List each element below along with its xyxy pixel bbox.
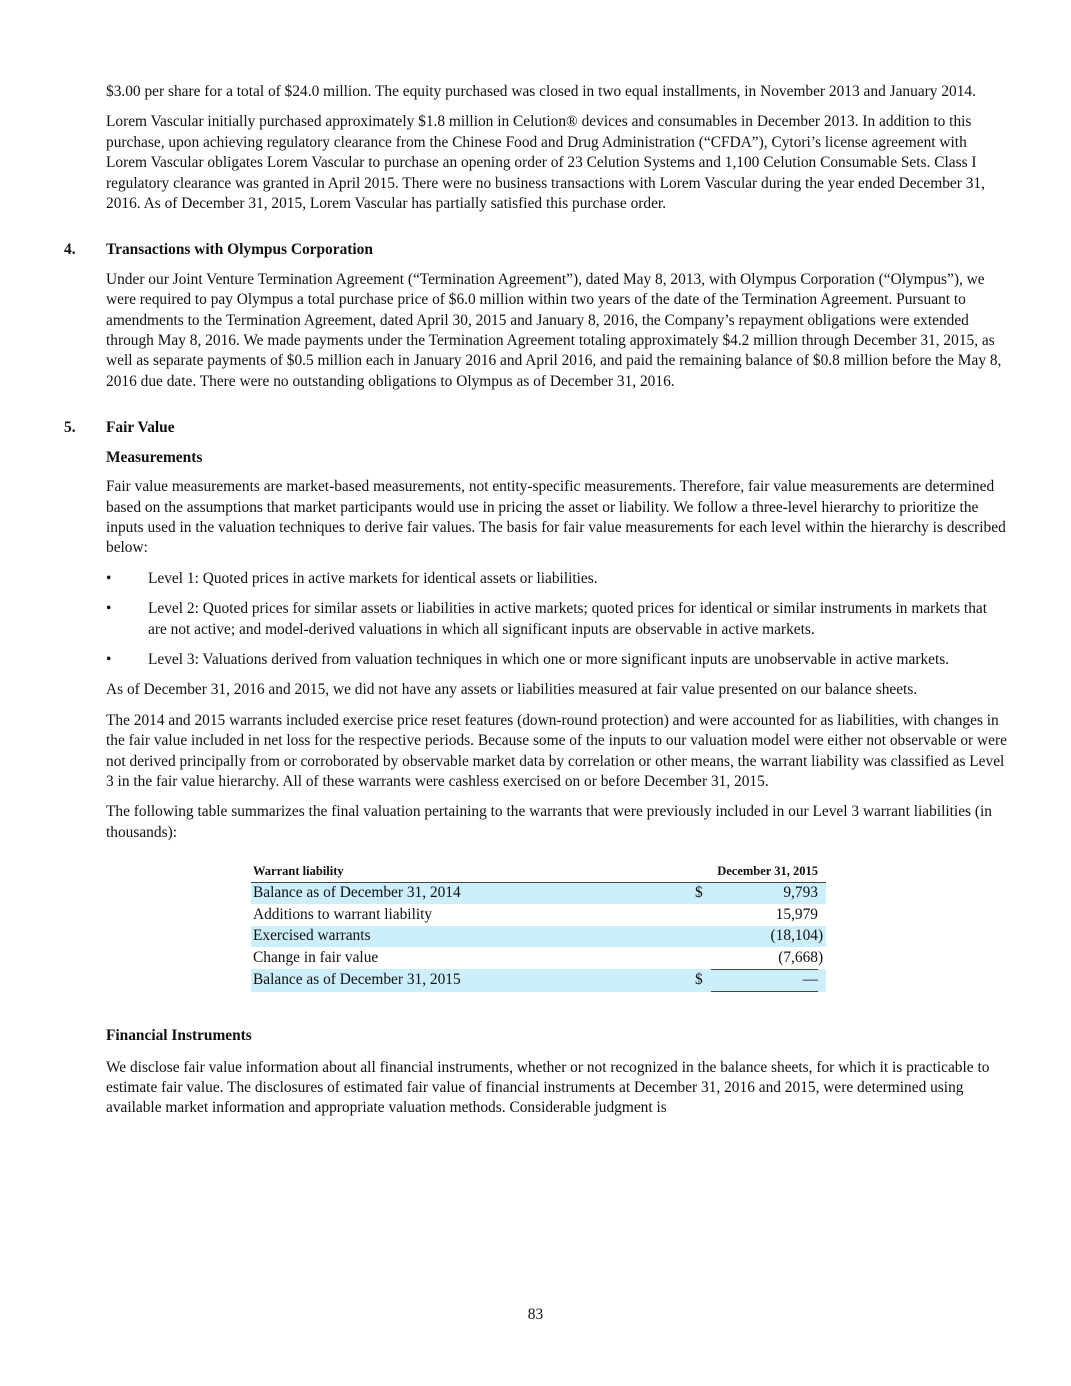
row-label: Balance as of December 31, 2014 xyxy=(251,882,693,904)
financial-instruments-heading: Financial Instruments xyxy=(106,1027,252,1045)
bullet-level-1 xyxy=(106,569,1008,589)
table-row xyxy=(251,882,826,904)
row-amount: 15,979 xyxy=(775,905,818,923)
level-bullet-list xyxy=(106,569,1008,671)
fair-value-paragraph-3: The 2014 and 2015 warrants included exercise price reset features (down-round protection) and were accounted for as liabilities, with changes in the fair value included in net loss for the respective periods. Because some of the inputs to our valuation model were either not observable or were not derived principally from or corroborated by observable market data by correlation or other means, the warrant liability was classified as Level 3 in the fair value hierarchy. All of these warrants were cashless exercised on or before December 31, 2015. xyxy=(106,711,1007,790)
intro-paragraph-2: Lorem Vascular initially purchased approximately $1.8 million in Celution® devices and consumables in December 2013. In addition to this purchase, upon achieving regulatory clearance from the Chinese Food and Drug Administration (“CFDA”), Cytori’s license agreement with Lorem Vascular obligates Lorem Vascular to purchase an opening order of 23 Celution Systems and 1,100 Celution Consumable Sets. Class I regulatory clearance was granted in April 2015. There were no business transactions with Lorem Vascular during the year ended December 31, 2016. As of December 31, 2015, Lorem Vascular has partially satisfied this purchase order. xyxy=(106,113,985,213)
row-amount: 9,793 xyxy=(711,882,818,904)
fair-value-paragraph-2: As of December 31, 2016 and 2015, we did not have any assets or liabilities measured at fair value presented on our balance sheets. xyxy=(106,681,918,699)
bullet-text: Level 2: Quoted prices for similar assets or liabilities in active markets; quoted prices for identical or similar instruments in markets that are not active; and model-derived valuations in which all significant inputs are observable in active markets. xyxy=(148,600,987,638)
table-row xyxy=(251,947,826,969)
page-number: 83 xyxy=(527,1306,544,1323)
table-row xyxy=(251,904,826,926)
row-dollar-sign: $ xyxy=(693,882,711,904)
measurements-subheading: Measurements xyxy=(106,448,203,466)
bullet-icon: • xyxy=(106,600,112,618)
row-paren xyxy=(818,904,826,926)
section-5-number: 5. xyxy=(64,419,76,437)
table-header-row xyxy=(251,861,826,882)
row-paren: ) xyxy=(818,926,826,948)
header-warrant-liability: Warrant liability xyxy=(251,861,693,882)
section-5-heading xyxy=(64,418,1008,438)
fair-value-paragraph-1: Fair value measurements are market-based measurements, not entity-specific measurements. Therefore, fair value measurements are determined based on the assumptions that market participants would use in pricing the asset or liability. We follow a three-level hierarchy to prioritize the inputs used in the valuation techniques to derive fair values. The basis for fair value measurements for each level within the hierarchy is described below: xyxy=(106,478,1006,557)
row-amount: (7,668 xyxy=(711,947,818,969)
bullet-text: Level 3: Valuations derived from valuation techniques in which one or more significant inputs are unobservable in active markets. xyxy=(148,650,950,668)
section-4-paragraph: Under our Joint Venture Termination Agreement (“Termination Agreement”), dated May 8, 2013, with Olympus Corporation (“Olympus”), we were required to pay Olympus a total purchase price of $6.0 million within two years of the date of the Termination Agreement. Pursuant to amendments to the Termination Agreement, dated April 30, 2015 and January 8, 2016, the Company’s repayment obligations were extended through May 8, 2016. We made payments under the Termination Agreement totaling approximately $4.2 million through December 31, 2015, as well as separate payments of $0.5 million each in January 2016 and April 2016, and paid the remaining balance of $0.8 million before the May 8, 2016 due date. There were no outstanding obligations to Olympus as of December 31, 2016. xyxy=(106,270,1002,390)
bullet-text: Level 1: Quoted prices in active markets for identical assets or liabilities. xyxy=(148,569,598,587)
row-dollar-sign xyxy=(693,926,711,948)
header-date: December 31, 2015 xyxy=(693,861,826,882)
section-5-title: Fair Value xyxy=(106,419,175,437)
section-4-title: Transactions with Olympus Corporation xyxy=(106,241,373,259)
row-label: Change in fair value xyxy=(253,948,379,966)
financial-instruments-paragraph: We disclose fair value information about all financial instruments, whether or not recognized in the balance sheets, for which it is practicable to estimate fair value. The disclosures of estimated fair value of financial instruments at December 31, 2016 and 2015, were determined using available market information and appropriate valuation methods. Considerable judgment is xyxy=(106,1058,990,1117)
row-amount: (18,104 xyxy=(711,926,818,948)
row-label: Exercised warrants xyxy=(251,926,693,948)
section-4-heading xyxy=(64,240,1008,260)
intro-paragraph-1: $3.00 per share for a total of $24.0 million. The equity purchased was closed in two equal installments, in November 2013 and January 2014. xyxy=(106,83,976,100)
row-label: Additions to warrant liability xyxy=(253,905,433,923)
row-amount: — xyxy=(711,969,818,992)
row-dollar-sign: $ xyxy=(693,969,711,992)
bullet-level-3 xyxy=(106,650,1008,670)
fair-value-paragraph-4: The following table summarizes the final valuation pertaining to the warrants that were previously included in our Level 3 warrant liabilities (in thousands): xyxy=(106,803,992,841)
document-page xyxy=(64,82,1008,1129)
row-label: Balance as of December 31, 2015 xyxy=(251,969,693,992)
table-row xyxy=(251,969,826,992)
bullet-level-2 xyxy=(106,599,1008,640)
section-4-number: 4. xyxy=(64,241,76,259)
row-paren xyxy=(818,882,826,904)
row-paren xyxy=(818,969,826,992)
row-paren: ) xyxy=(818,948,824,966)
row-dollar-sign xyxy=(693,947,711,969)
bullet-icon: • xyxy=(106,569,112,587)
bullet-icon: • xyxy=(106,650,112,668)
warrant-liability-table xyxy=(251,861,826,992)
row-dollar-sign xyxy=(693,904,711,926)
table-row xyxy=(251,926,826,948)
